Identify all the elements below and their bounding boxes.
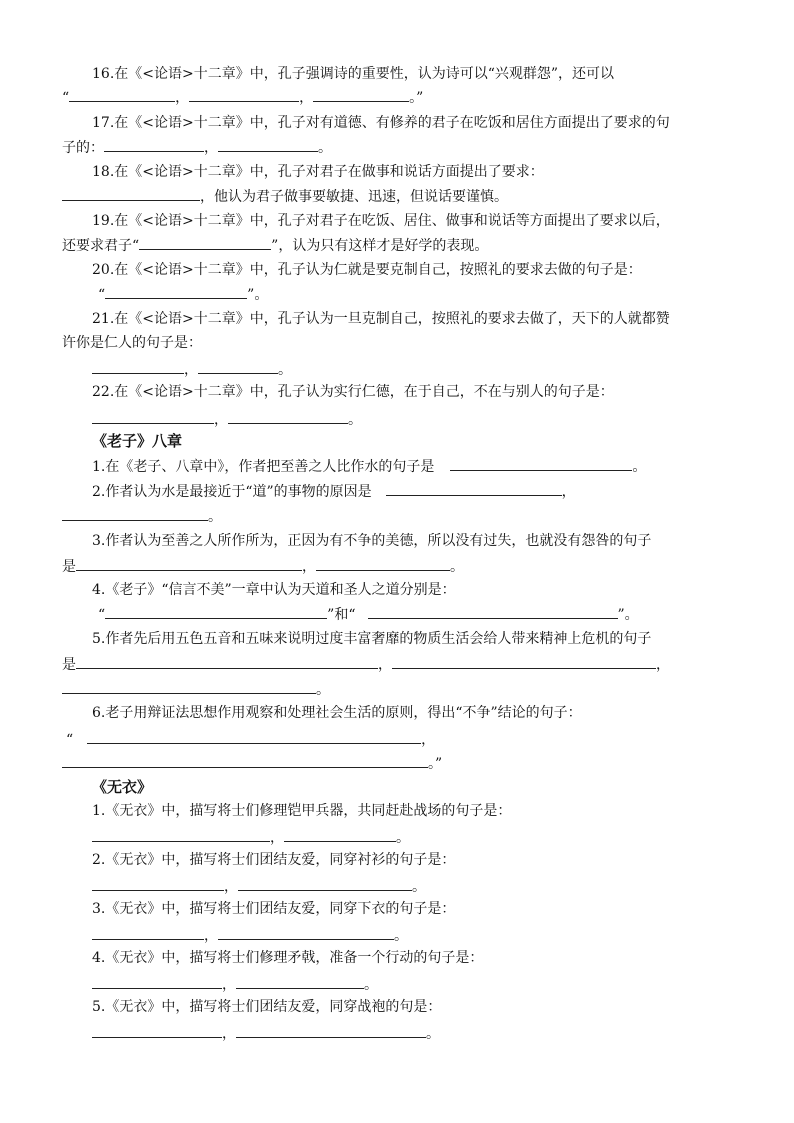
- answer-blank[interactable]: [368, 605, 618, 619]
- answer-blank[interactable]: [69, 88, 175, 102]
- wuyi-q2: 2.《无衣》中，描写将士们团结友爱，同穿衬衫的句子是：: [92, 852, 456, 868]
- answer-blank[interactable]: [92, 877, 224, 891]
- answer-blank[interactable]: [228, 410, 348, 424]
- answer-blank[interactable]: [313, 88, 409, 102]
- section-title-laozi: 《老子》八章: [92, 432, 183, 450]
- answer-blank[interactable]: [92, 410, 214, 424]
- answer-blank[interactable]: [92, 360, 184, 374]
- q16-line1: [92, 65, 614, 83]
- laozi-q6: 6.老子用辩证法思想作用观察和处理社会生活的原则，得出“不争”结论的句子：: [92, 705, 582, 721]
- answer-blank[interactable]: [105, 285, 247, 299]
- answer-blank[interactable]: [92, 975, 222, 989]
- laozi-q6-line3: 。”: [62, 754, 442, 773]
- laozi-q4-line2: “ ”和“ ”。: [98, 607, 639, 623]
- q16-prompt: 16.在《<论语>十二章》中，孔子强调诗的重要性，认为诗可以“兴观群怨”，还可以: [92, 66, 615, 82]
- answer-blank[interactable]: [236, 975, 364, 989]
- wuyi-q4: 4.《无衣》中，描写将士们修理矛戟，准备一个行动的句子是：: [92, 950, 484, 966]
- laozi-q5: 5.作者先后用五色五音和五味来说明过度丰富奢靡的物质生活会给人带来精神上危机的句子: [92, 631, 652, 647]
- wuyi-q2-answer: ， 。: [92, 877, 426, 896]
- q19-prompt: 19.在《<论语>十二章》中，孔子对君子在吃饭、居住、做事和说话等方面提出了要求以后，: [92, 213, 670, 229]
- q22-prompt: 22.在《<论语>十二章》中，孔子认为实行仁德，在于自己，不在与别人的句子是：: [92, 384, 614, 400]
- answer-blank[interactable]: [62, 754, 428, 768]
- q16-line2: “ ， ， 。”: [62, 90, 424, 106]
- q19-line1: [92, 212, 670, 230]
- q21-line1: [92, 310, 670, 328]
- laozi-q2-line2: 。: [62, 507, 222, 526]
- answer-blank[interactable]: [105, 605, 327, 619]
- laozi-q3-line2: 是 ， 。: [62, 559, 464, 575]
- q22-line2: ， 。: [92, 410, 362, 429]
- wuyi-q5-answer: ， 。: [92, 1024, 440, 1043]
- answer-blank[interactable]: [236, 1024, 426, 1038]
- wuyi-q3-answer: ， 。: [92, 926, 408, 945]
- q20-line1: [92, 261, 642, 279]
- laozi-q4: 4.《老子》“信言不美”一章中认为天道和圣人之道分别是：: [92, 582, 456, 598]
- wuyi-q4-answer: ， 。: [92, 975, 378, 994]
- section-title-wuyi: 《无衣》: [92, 778, 153, 796]
- answer-blank[interactable]: [392, 655, 656, 669]
- laozi-q5-line3: 。: [62, 680, 330, 699]
- q17-line1: [92, 114, 670, 132]
- q18-line1: [92, 163, 544, 181]
- answer-blank[interactable]: [316, 557, 450, 571]
- wuyi-q1: 1.《无衣》中，描写将士们修理铠甲兵器，共同赶赴战场的句子是：: [92, 803, 512, 819]
- q17-line2: 子的： ， 。: [62, 140, 332, 156]
- answer-blank[interactable]: [92, 926, 204, 940]
- wuyi-q3: 3.《无衣》中，描写将士们团结友爱，同穿下衣的句子是：: [92, 901, 456, 917]
- answer-blank[interactable]: [92, 1024, 222, 1038]
- q19-line2: 还要求君子“ ”，认为只有这样才是好学的表现。: [62, 238, 489, 254]
- answer-blank[interactable]: [76, 655, 378, 669]
- laozi-q2: 2.作者认为水是最接近于“道”的事物的原因是 ，: [92, 484, 576, 500]
- answer-blank[interactable]: [218, 926, 394, 940]
- answer-blank[interactable]: [76, 557, 302, 571]
- q18-line2: ，他认为君子做事要敏捷、迅速，但说话要谨慎。: [62, 187, 508, 206]
- q21-prompt: 21.在《<论语>十二章》中，孔子认为一旦克制自己，按照礼的要求去做了，天下的人就都赞: [92, 311, 670, 327]
- answer-blank[interactable]: [450, 457, 632, 471]
- answer-blank[interactable]: [238, 877, 412, 891]
- answer-blank[interactable]: [87, 730, 421, 744]
- answer-blank[interactable]: [62, 187, 200, 201]
- q22-line1: [92, 383, 614, 401]
- wuyi-q5: 5.《无衣》中，描写将士们团结友爱，同穿战袍的句是：: [92, 999, 442, 1015]
- answer-blank[interactable]: [62, 680, 316, 694]
- laozi-q3: 3.作者认为至善之人所作所为，正因为有不争的美德，所以没有过失，也就没有怨咎的句子: [92, 533, 652, 549]
- answer-blank[interactable]: [139, 236, 271, 250]
- laozi-q6-line2: “ ，: [66, 732, 436, 748]
- answer-blank[interactable]: [198, 360, 278, 374]
- laozi-q1: 1.在《老子、八章中》，作者把至善之人比作水的句子是 。: [92, 459, 647, 475]
- q20-prompt: 20.在《<论语>十二章》中，孔子认为仁就是要克制自己，按照礼的要求去做的句子是：: [92, 262, 642, 278]
- answer-blank[interactable]: [92, 828, 270, 842]
- wuyi-q1-answer: ， 。: [92, 828, 410, 847]
- laozi-q5-line2: 是 ， ，: [62, 657, 670, 673]
- q21-line3: ， 。: [92, 360, 292, 379]
- answer-blank[interactable]: [284, 828, 396, 842]
- answer-blank[interactable]: [218, 138, 318, 152]
- q21-line2: 许你是仁人的句子是：: [62, 335, 202, 351]
- q20-line2: “ ”。: [98, 287, 269, 303]
- answer-blank[interactable]: [189, 88, 299, 102]
- q18-prompt: 18.在《<论语>十二章》中，孔子对君子在做事和说话方面提出了要求：: [92, 164, 544, 180]
- answer-blank[interactable]: [386, 482, 562, 496]
- answer-blank[interactable]: [104, 138, 204, 152]
- answer-blank[interactable]: [62, 507, 208, 521]
- q17-prompt: 17.在《<论语>十二章》中，孔子对有道德、有修养的君子在吃饭和居住方面提出了要求的句: [92, 115, 670, 131]
